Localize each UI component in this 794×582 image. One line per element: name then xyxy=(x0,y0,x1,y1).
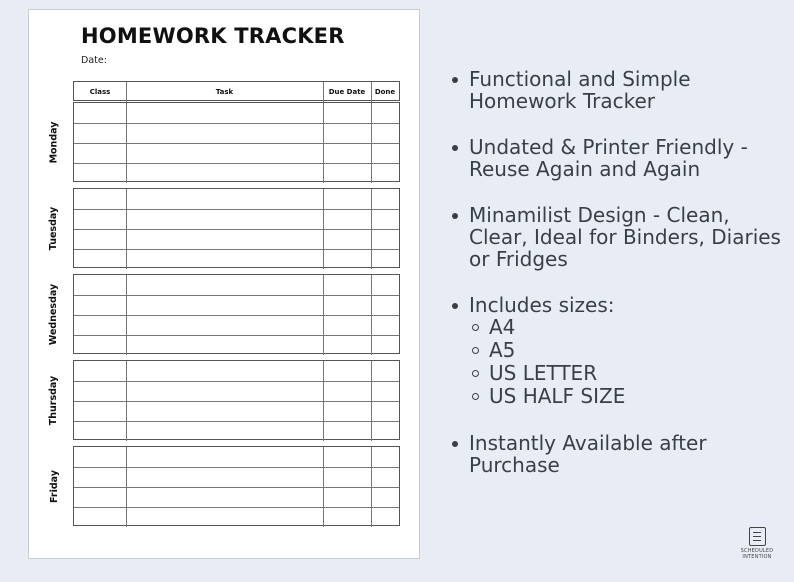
bullet-icon xyxy=(452,213,458,219)
page-title: HOMEWORK TRACKER xyxy=(81,24,345,48)
table-row xyxy=(74,401,399,421)
bullet-icon xyxy=(452,77,458,83)
feature-item xyxy=(450,294,790,408)
feature-text: Minamilist Design - Clean, Clear, Ideal for Binders, Diaries or Fridges xyxy=(469,203,781,271)
notebook-icon xyxy=(749,527,766,546)
table-row xyxy=(74,209,399,229)
day-label-thursday xyxy=(34,360,74,440)
circle-bullet-icon xyxy=(472,324,479,331)
circle-bullet-icon xyxy=(472,393,479,400)
table-row xyxy=(74,335,399,355)
day-name: Wednesday xyxy=(48,283,60,345)
brand-logo xyxy=(733,527,781,560)
table-row xyxy=(74,315,399,335)
table-row xyxy=(74,143,399,163)
bullet-icon xyxy=(452,145,458,151)
feature-item xyxy=(450,204,790,270)
feature-item xyxy=(450,68,790,112)
circle-bullet-icon xyxy=(472,347,479,354)
feature-text: Includes sizes: xyxy=(469,293,615,317)
table-row xyxy=(74,103,399,123)
feature-item xyxy=(450,136,790,180)
bullet-icon xyxy=(452,441,458,447)
size-item xyxy=(450,339,790,362)
table-row xyxy=(74,487,399,507)
table-row xyxy=(74,189,399,209)
table-header xyxy=(73,81,400,101)
size-label: US LETTER xyxy=(489,361,598,385)
table-row xyxy=(74,447,399,467)
brand-line-1: SCHEDULED xyxy=(740,548,774,554)
table-row xyxy=(74,249,399,269)
brand-name xyxy=(733,548,781,560)
feature-text: Functional and Simple Homework Tracker xyxy=(469,67,691,113)
size-item xyxy=(450,316,790,339)
day-label-wednesday xyxy=(34,274,74,354)
day-block-thursday xyxy=(73,360,400,440)
column-header-due-date: Due Date xyxy=(328,88,366,96)
column-header-done: Done xyxy=(374,88,396,96)
table-row xyxy=(74,467,399,487)
feature-text: Instantly Available after Purchase xyxy=(469,431,707,477)
day-label-monday xyxy=(34,102,74,182)
feature-text: Undated & Printer Friendly - Reuse Again and Again xyxy=(469,135,748,181)
table-row xyxy=(74,381,399,401)
table-row xyxy=(74,229,399,249)
table-row xyxy=(74,163,399,183)
day-name: Monday xyxy=(48,121,60,163)
date-label: Date: xyxy=(81,55,107,66)
table-row xyxy=(74,507,399,527)
circle-bullet-icon xyxy=(472,370,479,377)
day-block-monday xyxy=(73,102,400,182)
size-label: A5 xyxy=(489,338,516,362)
feature-item xyxy=(450,432,790,476)
day-label-tuesday xyxy=(34,188,74,268)
size-label: A4 xyxy=(489,315,516,339)
size-list xyxy=(450,316,790,408)
day-name: Friday xyxy=(48,469,60,503)
table-row xyxy=(74,361,399,381)
brand-line-2: INTENTION xyxy=(742,554,772,560)
table-row xyxy=(74,421,399,441)
day-name: Tuesday xyxy=(48,206,60,250)
day-label-friday xyxy=(34,446,74,526)
size-label: US HALF SIZE xyxy=(489,384,626,408)
table-row xyxy=(74,123,399,143)
size-item xyxy=(450,385,790,408)
column-header-task: Task xyxy=(215,88,234,96)
table-row xyxy=(74,295,399,315)
day-block-tuesday xyxy=(73,188,400,268)
day-block-wednesday xyxy=(73,274,400,354)
size-item xyxy=(450,362,790,385)
planner-sheet xyxy=(28,9,420,559)
table-row xyxy=(74,275,399,295)
day-block-friday xyxy=(73,446,400,526)
day-name: Thursday xyxy=(48,375,60,425)
feature-list xyxy=(450,68,790,500)
bullet-icon xyxy=(452,303,458,309)
column-header-class: Class xyxy=(89,88,111,96)
